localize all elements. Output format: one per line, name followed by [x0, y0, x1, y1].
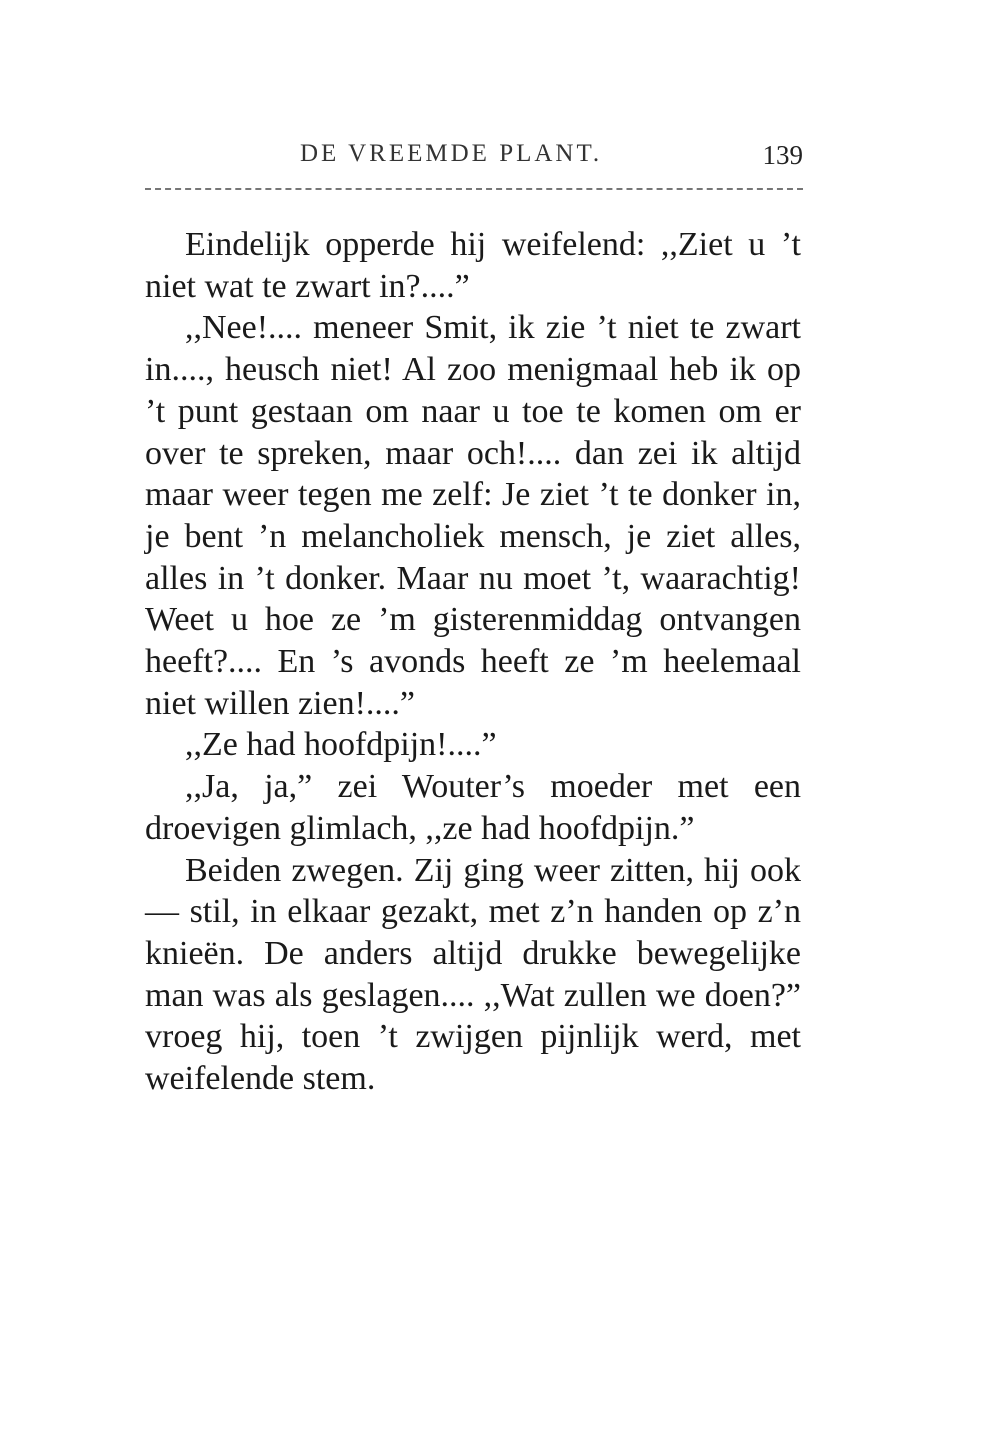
- chapter-title: DE VREEMDE PLANT.: [300, 140, 603, 167]
- paragraph: Eindelijk opperde hij weifelend: ,,Ziet u ’t niet wat te zwart in?....”: [145, 226, 801, 305]
- paragraph: Beiden zwegen. Zij ging weer zitten, hij ook — stil, in elkaar gezakt, met z’n handen op z’n knieën. De anders altijd drukke bewegelijke man was als geslagen.... ,,Wat zullen we doen?” vroeg hij, toen ’t zwijgen pijnlijk werd, met weifelende stem.: [145, 851, 801, 1098]
- page-number: 139: [762, 140, 803, 170]
- paragraph: ,,Ze had hoofdpijn!....”: [185, 726, 497, 764]
- paragraph: ,,Ja, ja,” zei Wouter’s moeder met een droevigen glimlach, ,,ze had hoofdpijn.”: [145, 768, 801, 847]
- paragraph: ,,Nee!.... meneer Smit, ik zie ’t niet te zwart in...., heusch niet! Al zoo menigmaal heb ik op ’t punt gestaan om naar u toe te komen om er over te spreken, maar och!.... dan zei ik altijd maar weer tegen me zelf: Je ziet ’t te donker in, je bent ’n melancholiek mensch, je ziet alles, alles in ’t donker. Maar nu moet ’t, waarachtig! Weet u hoe ze ’m gisterenmiddag ontvangen heeft?.... En ’s avonds heeft ze ’m heelemaal niet willen zien!....”: [145, 309, 801, 722]
- running-head: [145, 140, 803, 180]
- body-text: [145, 224, 801, 1100]
- header-rule: [145, 188, 803, 190]
